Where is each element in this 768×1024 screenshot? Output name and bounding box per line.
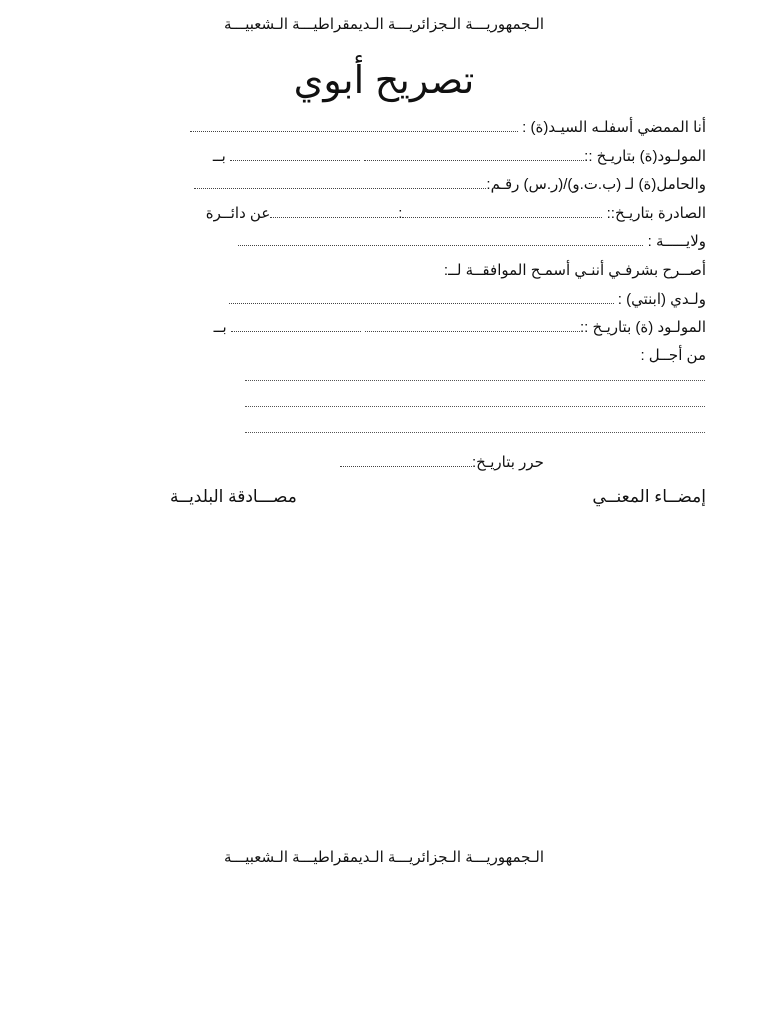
field-line-province: ولايـــــة : — [238, 232, 706, 250]
purpose-blank-line[interactable] — [245, 432, 705, 433]
birthplace-blank[interactable] — [230, 148, 360, 161]
child-birthdate-blank[interactable] — [365, 319, 580, 332]
issued-label: الصادرة بتاريـخ: — [610, 205, 706, 222]
signed-on-label: حرر بتاريـخ: — [472, 454, 544, 471]
purpose-label: من أجــل — [648, 347, 706, 364]
birthdate-blank[interactable] — [364, 148, 584, 161]
name-blank[interactable] — [190, 119, 518, 132]
id-label: والحامل(ة) لـ (ب.ت.و)/(ر.س) رقـم — [490, 176, 706, 193]
child-birthplace-blank[interactable] — [231, 319, 361, 332]
signature-municipality: مصـــادقة البلديــة — [170, 487, 297, 506]
field-line-purpose: من أجــل : — [640, 347, 706, 364]
signature-person: إمضــاء المعنــي — [592, 487, 706, 506]
declaration-label: أصــرح بشرفـي أننـي أسمـح الموافقــة لــ — [448, 262, 706, 279]
purpose-blank-line[interactable] — [245, 406, 705, 407]
purpose-blank-line[interactable] — [245, 380, 705, 381]
field-line-child: ولـدي (ابنتي) : — [229, 290, 706, 308]
field-line-birthdate: المولـود(ة) بتاريـخ :: بــ — [212, 148, 706, 165]
signed-on-line — [340, 453, 544, 471]
issued-date-blank[interactable] — [402, 205, 602, 218]
child-birthdate-label: المولـود (ة) بتاريـخ : — [584, 319, 706, 336]
district-label: عن دائــرة — [205, 205, 271, 222]
signed-on-blank[interactable] — [340, 454, 472, 467]
province-blank[interactable] — [238, 233, 643, 246]
district-blank[interactable] — [270, 205, 398, 218]
field-line-name: أنا الممضي أسفلـه السيـد(ة) : — [190, 118, 706, 136]
declaration-statement: أصــرح بشرفـي أننـي أسمـح الموافقــة لــ: — [443, 262, 706, 279]
child-label: ولـدي (ابنتي) — [626, 291, 706, 308]
id-blank[interactable] — [194, 176, 486, 189]
footer-republic: الـجمهوريـــة الـجزائريـــة الـديمقراطيـــة الـشعبيـــة — [223, 849, 544, 866]
page-title: تصريح أبوي — [293, 60, 475, 102]
child-blank[interactable] — [229, 291, 614, 304]
child-birthplace-label: بــ — [213, 319, 227, 336]
province-label: ولايـــــة — [656, 233, 706, 250]
birthplace-label: بــ — [212, 148, 226, 165]
field-line-issued: الصادرة بتاريـخ:: :عن دائــرة — [205, 205, 706, 222]
field-line-child-birthdate: المولـود (ة) بتاريـخ :: بــ — [213, 319, 706, 336]
name-label: أنا الممضي أسفلـه السيـد(ة) — [530, 119, 706, 136]
field-line-id-number: والحامل(ة) لـ (ب.ت.و)/(ر.س) رقـم: — [194, 175, 706, 193]
birthdate-label: المولـود(ة) بتاريـخ : — [588, 148, 706, 165]
header-republic: الـجمهوريـــة الـجزائريـــة الـديمقراطيـــة الـشعبيـــة — [223, 16, 544, 33]
